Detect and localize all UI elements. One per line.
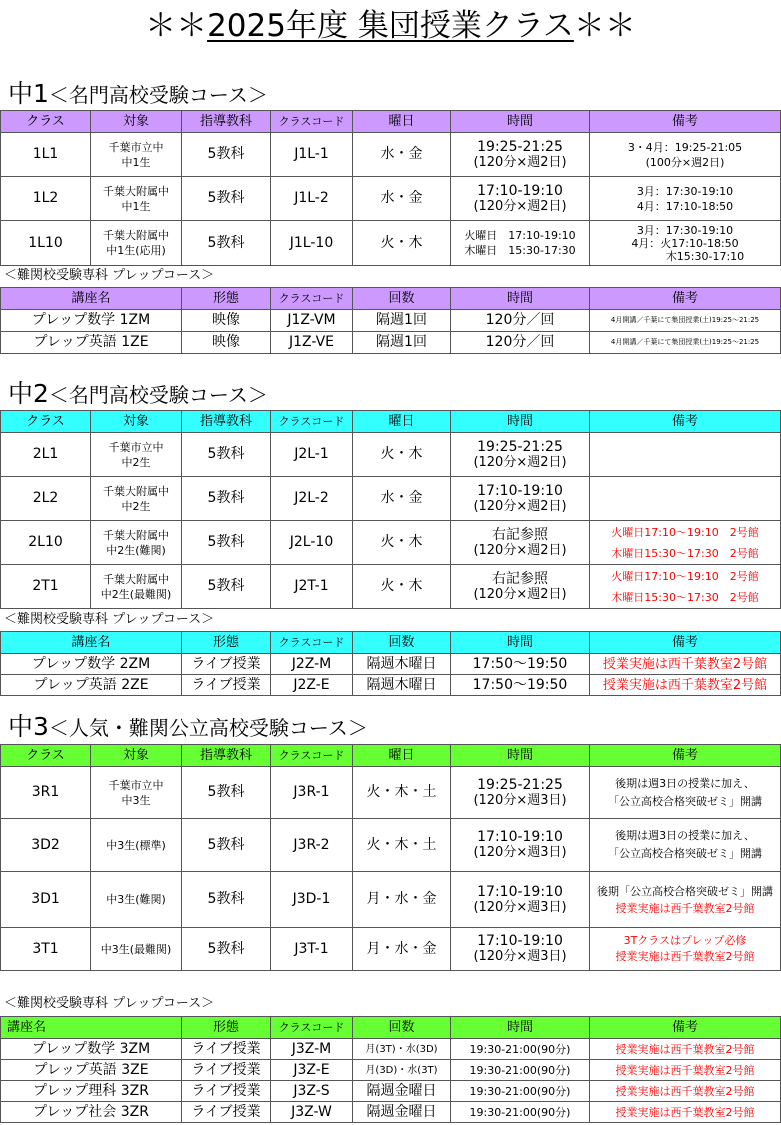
code-cell: J2L-2 bbox=[271, 477, 353, 521]
form-cell: ライブ授業 bbox=[182, 1102, 271, 1123]
code-cell: J3T-1 bbox=[271, 928, 353, 971]
class-name: 1L2 bbox=[1, 177, 91, 221]
subjects-cell: 5教科 bbox=[182, 521, 271, 565]
header-subjects: 指導教科 bbox=[182, 411, 271, 433]
time-cell bbox=[451, 221, 590, 266]
target-line-1: 千葉大附属中 bbox=[103, 484, 169, 498]
grade2-course: ＜名門高校受験コース＞ bbox=[48, 383, 268, 407]
note-line-3: 木15:30-17:10 bbox=[665, 249, 745, 263]
grade1-class-table bbox=[0, 110, 781, 266]
time-cell: 19:30-21:00(90分) bbox=[451, 1081, 590, 1102]
subjects-cell: 5教科 bbox=[182, 133, 271, 177]
target-cell bbox=[91, 767, 182, 819]
form-cell: ライブ授業 bbox=[182, 1081, 271, 1102]
code-cell: J2T-1 bbox=[271, 565, 353, 609]
table-header-row bbox=[1, 411, 781, 433]
header-note: 備考 bbox=[590, 288, 781, 310]
header-code: クラスコード bbox=[271, 1017, 353, 1039]
grade2-label: 中2 bbox=[8, 379, 49, 408]
header-note: 備考 bbox=[590, 1017, 781, 1039]
time-line-2: (120分×週2日) bbox=[473, 198, 567, 214]
target-cell bbox=[91, 177, 182, 221]
code-cell: J3R-2 bbox=[271, 819, 353, 872]
header-subjects: 指導教科 bbox=[182, 745, 271, 767]
time-line-1: 19:25-21:25 bbox=[477, 438, 563, 455]
form-cell: ライブ授業 bbox=[182, 1039, 271, 1060]
note-line-2: 授業実施は西千葉教室2号館 bbox=[615, 901, 755, 915]
time-line-2: (120分×週2日) bbox=[473, 586, 567, 602]
code-cell: J3Z-S bbox=[271, 1081, 353, 1102]
time-line-1: 19:25-21:25 bbox=[477, 138, 563, 155]
time-cell bbox=[451, 177, 590, 221]
time-cell: 120分／回 bbox=[451, 332, 590, 354]
table-header-row bbox=[1, 111, 781, 133]
form-cell: ライブ授業 bbox=[182, 1060, 271, 1081]
class-name: 2T1 bbox=[1, 565, 91, 609]
grade3-course: ＜人気・難関公立高校受験コース＞ bbox=[48, 716, 368, 740]
time-line-2: (120分×週3日) bbox=[473, 949, 567, 964]
table-header-row bbox=[1, 632, 781, 654]
code-cell: J2L-1 bbox=[271, 433, 353, 477]
table-row bbox=[1, 310, 781, 332]
target-line-1: 千葉大附属中 bbox=[103, 528, 169, 542]
time-cell bbox=[451, 819, 590, 872]
time-line-1: 17:10-19:10 bbox=[477, 883, 563, 900]
course-name: プレップ数学 2ZM bbox=[1, 654, 182, 675]
header-day: 曜日 bbox=[353, 111, 451, 133]
time-line-2: (120分×週2日) bbox=[473, 498, 567, 514]
code-cell: J1L-1 bbox=[271, 133, 353, 177]
note-line-2: 木曜日15:30～17:30 2号館 bbox=[611, 546, 759, 560]
note-line-1: 後期「公立高校合格突破ゼミ」開講 bbox=[597, 884, 773, 898]
header-day: 曜日 bbox=[353, 411, 451, 433]
header-subjects: 指導教科 bbox=[182, 111, 271, 133]
note-line-2: 「公立高校合格突破ゼミ」開講 bbox=[608, 847, 762, 860]
target-line-2: 中3生 bbox=[121, 793, 151, 807]
day-cell: 火・木 bbox=[353, 565, 451, 609]
note-cell: 授業実施は西千葉教室2号館 bbox=[590, 675, 781, 696]
grade3-prep-heading: ＜難関校受験専科 プレップコース＞ bbox=[4, 996, 215, 1011]
header-form: 形態 bbox=[182, 288, 271, 310]
note-line-1: 火曜日17:10～19:10 2号館 bbox=[611, 569, 759, 583]
table-row bbox=[1, 565, 781, 609]
note-line-2: 4月：火17:10-18:50 bbox=[631, 236, 739, 250]
target-line-1: 千葉市立中 bbox=[108, 778, 164, 792]
header-class: クラス bbox=[1, 111, 91, 133]
header-count: 回数 bbox=[353, 288, 451, 310]
class-name: 3D2 bbox=[1, 819, 91, 872]
time-cell bbox=[451, 133, 590, 177]
header-note: 備考 bbox=[590, 111, 781, 133]
header-time: 時間 bbox=[451, 411, 590, 433]
header-code: クラスコード bbox=[271, 632, 353, 654]
table-row bbox=[1, 872, 781, 928]
time-line-1: 17:10-19:10 bbox=[477, 482, 563, 499]
grade1-prep-table bbox=[0, 287, 781, 354]
target-cell bbox=[91, 133, 182, 177]
time-cell: 120分／回 bbox=[451, 310, 590, 332]
time-cell: 17:50～19:50 bbox=[451, 654, 590, 675]
time-line-2: (120分×週3日) bbox=[473, 899, 567, 915]
table-row bbox=[1, 675, 781, 696]
table-row bbox=[1, 819, 781, 872]
target-line-1: 千葉市立中 bbox=[108, 140, 164, 154]
form-cell: ライブ授業 bbox=[182, 654, 271, 675]
day-cell: 月・水・金 bbox=[353, 928, 451, 971]
time-line-1: 右記参照 bbox=[492, 526, 548, 543]
header-form: 形態 bbox=[182, 632, 271, 654]
target-line-1: 千葉大附属中 bbox=[103, 229, 169, 242]
note-cell bbox=[590, 133, 781, 177]
target-cell: 中3生(標準) bbox=[91, 819, 182, 872]
subjects-cell: 5教科 bbox=[182, 221, 271, 266]
table-header-row bbox=[1, 288, 781, 310]
target-cell bbox=[91, 521, 182, 565]
note-line-2: 「公立高校合格突破ゼミ」開講 bbox=[608, 794, 762, 808]
table-row bbox=[1, 1039, 781, 1060]
grade3-label: 中3 bbox=[8, 712, 49, 741]
note-line-1: 3月：17:30-19:10 bbox=[636, 184, 734, 198]
time-line-1: 火曜日 17:10-19:10 bbox=[464, 229, 576, 242]
note-cell bbox=[590, 221, 781, 266]
subjects-cell: 5教科 bbox=[182, 819, 271, 872]
time-cell: 17:50～19:50 bbox=[451, 675, 590, 696]
grade1-heading bbox=[8, 80, 268, 109]
class-name: 1L10 bbox=[1, 221, 91, 266]
note-cell: 4月開講／千葉にて集団授業(土)19:25～21:25 bbox=[590, 332, 781, 354]
table-row bbox=[1, 1081, 781, 1102]
target-line-2: 中1生 bbox=[121, 155, 151, 169]
code-cell: J1Z-VM bbox=[271, 310, 353, 332]
target-line-2: 中1生(応用) bbox=[106, 244, 166, 257]
header-target: 対象 bbox=[91, 411, 182, 433]
note-cell: 4月開講／千葉にて集団授業(土)19:25～21:25 bbox=[590, 310, 781, 332]
form-cell: 映像 bbox=[182, 310, 271, 332]
form-cell: ライブ授業 bbox=[182, 675, 271, 696]
target-line-2: 中1生 bbox=[121, 199, 151, 213]
target-cell bbox=[91, 221, 182, 266]
header-target: 対象 bbox=[91, 745, 182, 767]
course-name: プレップ社会 3ZR bbox=[1, 1102, 182, 1123]
class-name: 2L1 bbox=[1, 433, 91, 477]
day-cell: 火・木 bbox=[353, 521, 451, 565]
note-cell bbox=[590, 928, 781, 971]
code-cell: J3Z-W bbox=[271, 1102, 353, 1123]
header-time: 時間 bbox=[451, 111, 590, 133]
subjects-cell: 5教科 bbox=[182, 565, 271, 609]
day-cell: 火・木 bbox=[353, 221, 451, 266]
header-code: クラスコード bbox=[271, 745, 353, 767]
header-course: 講座名 bbox=[1, 632, 182, 654]
count-cell: 隔週金曜日 bbox=[353, 1102, 451, 1123]
title-text: 2025年度 集団授業クラス bbox=[207, 8, 574, 44]
time-line-2: (120分×週3日) bbox=[473, 792, 567, 808]
code-cell: J3R-1 bbox=[271, 767, 353, 819]
target-cell: 中3生(最難関) bbox=[91, 928, 182, 971]
table-row bbox=[1, 332, 781, 354]
note-line-2: 4月：17:10-18:50 bbox=[636, 199, 734, 213]
header-code: クラスコード bbox=[271, 288, 353, 310]
subjects-cell: 5教科 bbox=[182, 177, 271, 221]
note-cell: 授業実施は西千葉教室2号館 bbox=[590, 1102, 781, 1123]
header-target: 対象 bbox=[91, 111, 182, 133]
note-line-2: 木曜日15:30～17:30 2号館 bbox=[611, 590, 759, 604]
day-cell: 水・金 bbox=[353, 477, 451, 521]
note-cell bbox=[590, 565, 781, 609]
time-cell bbox=[451, 477, 590, 521]
time-cell bbox=[451, 521, 590, 565]
note-line-1: 3・4月：19:25-21:05 bbox=[627, 140, 743, 154]
course-name: プレップ英語 1ZE bbox=[1, 332, 182, 354]
code-cell: J2Z-E bbox=[271, 675, 353, 696]
count-cell: 月(3D)・水(3T) bbox=[353, 1060, 451, 1081]
count-cell: 月(3T)・水(3D) bbox=[353, 1039, 451, 1060]
course-name: プレップ数学 1ZM bbox=[1, 310, 182, 332]
note-cell: 授業実施は西千葉教室2号館 bbox=[590, 654, 781, 675]
target-line-2: 中2生(最難関) bbox=[100, 587, 172, 601]
time-cell bbox=[451, 565, 590, 609]
target-line-1: 千葉大附属中 bbox=[103, 572, 169, 586]
target-line-2: 中2生(難関) bbox=[106, 543, 166, 557]
note-cell: 授業実施は西千葉教室2号館 bbox=[590, 1039, 781, 1060]
header-day: 曜日 bbox=[353, 745, 451, 767]
table-row bbox=[1, 1060, 781, 1081]
class-name: 3D1 bbox=[1, 872, 91, 928]
note-cell bbox=[590, 872, 781, 928]
count-cell: 隔週金曜日 bbox=[353, 1081, 451, 1102]
header-count: 回数 bbox=[353, 1017, 451, 1039]
time-cell bbox=[451, 767, 590, 819]
header-course: 講座名 bbox=[1, 1017, 182, 1039]
table-header-row bbox=[1, 745, 781, 767]
time-line-1: 17:10-19:10 bbox=[477, 829, 563, 845]
table-row bbox=[1, 433, 781, 477]
target-line-2: 中2生 bbox=[121, 455, 151, 469]
code-cell: J2L-10 bbox=[271, 521, 353, 565]
class-name: 3T1 bbox=[1, 928, 91, 971]
time-line-1: 右記参照 bbox=[492, 570, 548, 587]
day-cell: 月・水・金 bbox=[353, 872, 451, 928]
time-line-2: (120分×週2日) bbox=[473, 454, 567, 470]
day-cell: 火・木・土 bbox=[353, 767, 451, 819]
code-cell: J3D-1 bbox=[271, 872, 353, 928]
header-form: 形態 bbox=[182, 1017, 271, 1039]
form-cell: 映像 bbox=[182, 332, 271, 354]
note-cell bbox=[590, 433, 781, 477]
code-cell: J1L-10 bbox=[271, 221, 353, 266]
note-cell bbox=[590, 767, 781, 819]
target-cell bbox=[91, 565, 182, 609]
count-cell: 隔週木曜日 bbox=[353, 654, 451, 675]
class-name: 1L1 bbox=[1, 133, 91, 177]
subjects-cell: 5教科 bbox=[182, 767, 271, 819]
grade3-prep-table bbox=[0, 1016, 781, 1123]
grade1-course: ＜名門高校受験コース＞ bbox=[48, 83, 268, 107]
code-cell: J3Z-M bbox=[271, 1039, 353, 1060]
time-line-2: (120分×週2日) bbox=[473, 542, 567, 558]
count-cell: 隔週1回 bbox=[353, 310, 451, 332]
target-line-1: 千葉大附属中 bbox=[103, 184, 169, 198]
grade2-prep-heading: ＜難関校受験専科 プレップコース＞ bbox=[4, 612, 215, 627]
code-cell: J1L-2 bbox=[271, 177, 353, 221]
time-cell bbox=[451, 433, 590, 477]
table-row bbox=[1, 177, 781, 221]
grade2-heading bbox=[8, 380, 268, 409]
course-name: プレップ数学 3ZM bbox=[1, 1039, 182, 1060]
header-code: クラスコード bbox=[271, 111, 353, 133]
time-line-2: (120分×週3日) bbox=[473, 845, 567, 860]
time-line-2: 木曜日 15:30-17:30 bbox=[464, 244, 576, 257]
note-cell bbox=[590, 819, 781, 872]
note-line-2: 授業実施は西千葉教室2号館 bbox=[615, 950, 755, 963]
subjects-cell: 5教科 bbox=[182, 928, 271, 971]
time-cell bbox=[451, 928, 590, 971]
page-title bbox=[0, 6, 781, 46]
header-code: クラスコード bbox=[271, 411, 353, 433]
class-name: 3R1 bbox=[1, 767, 91, 819]
note-cell: 授業実施は西千葉教室2号館 bbox=[590, 1060, 781, 1081]
grade2-class-table bbox=[0, 410, 781, 609]
header-class: クラス bbox=[1, 745, 91, 767]
table-row bbox=[1, 928, 781, 971]
time-line-1: 17:10-19:10 bbox=[477, 182, 563, 199]
table-row bbox=[1, 477, 781, 521]
class-name: 2L10 bbox=[1, 521, 91, 565]
time-line-1: 17:10-19:10 bbox=[477, 933, 563, 949]
note-line-1: 3Tクラスはプレップ必修 bbox=[623, 934, 747, 947]
table-row bbox=[1, 221, 781, 266]
code-cell: J1Z-VE bbox=[271, 332, 353, 354]
table-row bbox=[1, 521, 781, 565]
header-time: 時間 bbox=[451, 745, 590, 767]
grade2-prep-table bbox=[0, 631, 781, 696]
code-cell: J2Z-M bbox=[271, 654, 353, 675]
count-cell: 隔週1回 bbox=[353, 332, 451, 354]
subjects-cell: 5教科 bbox=[182, 433, 271, 477]
day-cell: 火・木・土 bbox=[353, 819, 451, 872]
table-row bbox=[1, 133, 781, 177]
table-row bbox=[1, 767, 781, 819]
note-cell bbox=[590, 477, 781, 521]
header-time: 時間 bbox=[451, 632, 590, 654]
header-time: 時間 bbox=[451, 288, 590, 310]
grade3-heading bbox=[8, 713, 368, 742]
note-line-1: 後期は週3日の授業に加え、 bbox=[615, 829, 755, 842]
header-time: 時間 bbox=[451, 1017, 590, 1039]
subjects-cell: 5教科 bbox=[182, 872, 271, 928]
note-cell bbox=[590, 177, 781, 221]
header-course: 講座名 bbox=[1, 288, 182, 310]
count-cell: 隔週木曜日 bbox=[353, 675, 451, 696]
day-cell: 水・金 bbox=[353, 133, 451, 177]
target-cell: 中3生(難関) bbox=[91, 872, 182, 928]
time-cell: 19:30-21:00(90分) bbox=[451, 1039, 590, 1060]
table-header-row bbox=[1, 1017, 781, 1039]
note-line-2: (100分×週2日) bbox=[645, 155, 725, 169]
time-cell: 19:30-21:00(90分) bbox=[451, 1102, 590, 1123]
grade1-prep-heading: ＜難関校受験専科 プレップコース＞ bbox=[4, 268, 215, 283]
target-cell bbox=[91, 433, 182, 477]
target-line-2: 中2生 bbox=[121, 499, 151, 513]
grade1-label: 中1 bbox=[8, 79, 49, 108]
day-cell: 火・木 bbox=[353, 433, 451, 477]
target-line-1: 千葉市立中 bbox=[108, 440, 164, 454]
target-cell bbox=[91, 477, 182, 521]
title-prefix: ＊＊ bbox=[145, 8, 208, 44]
time-cell: 19:30-21:00(90分) bbox=[451, 1060, 590, 1081]
title-suffix: ＊＊ bbox=[573, 8, 636, 44]
code-cell: J3Z-E bbox=[271, 1060, 353, 1081]
time-line-1: 19:25-21:25 bbox=[477, 776, 563, 793]
course-name: プレップ理科 3ZR bbox=[1, 1081, 182, 1102]
time-cell bbox=[451, 872, 590, 928]
header-note: 備考 bbox=[590, 411, 781, 433]
course-name: プレップ英語 2ZE bbox=[1, 675, 182, 696]
header-class: クラス bbox=[1, 411, 91, 433]
header-note: 備考 bbox=[590, 632, 781, 654]
table-row bbox=[1, 1102, 781, 1123]
time-line-2: (120分×週2日) bbox=[473, 154, 567, 170]
grade3-class-table bbox=[0, 744, 781, 971]
header-count: 回数 bbox=[353, 632, 451, 654]
subjects-cell: 5教科 bbox=[182, 477, 271, 521]
table-row bbox=[1, 654, 781, 675]
note-cell: 授業実施は西千葉教室2号館 bbox=[590, 1081, 781, 1102]
note-line-1: 後期は週3日の授業に加え、 bbox=[615, 776, 755, 790]
course-name: プレップ英語 3ZE bbox=[1, 1060, 182, 1081]
header-note: 備考 bbox=[590, 745, 781, 767]
class-name: 2L2 bbox=[1, 477, 91, 521]
day-cell: 水・金 bbox=[353, 177, 451, 221]
note-cell bbox=[590, 521, 781, 565]
note-line-1: 火曜日17:10～19:10 2号館 bbox=[611, 525, 759, 539]
note-line-1: 3月：17:30-19:10 bbox=[636, 223, 734, 237]
